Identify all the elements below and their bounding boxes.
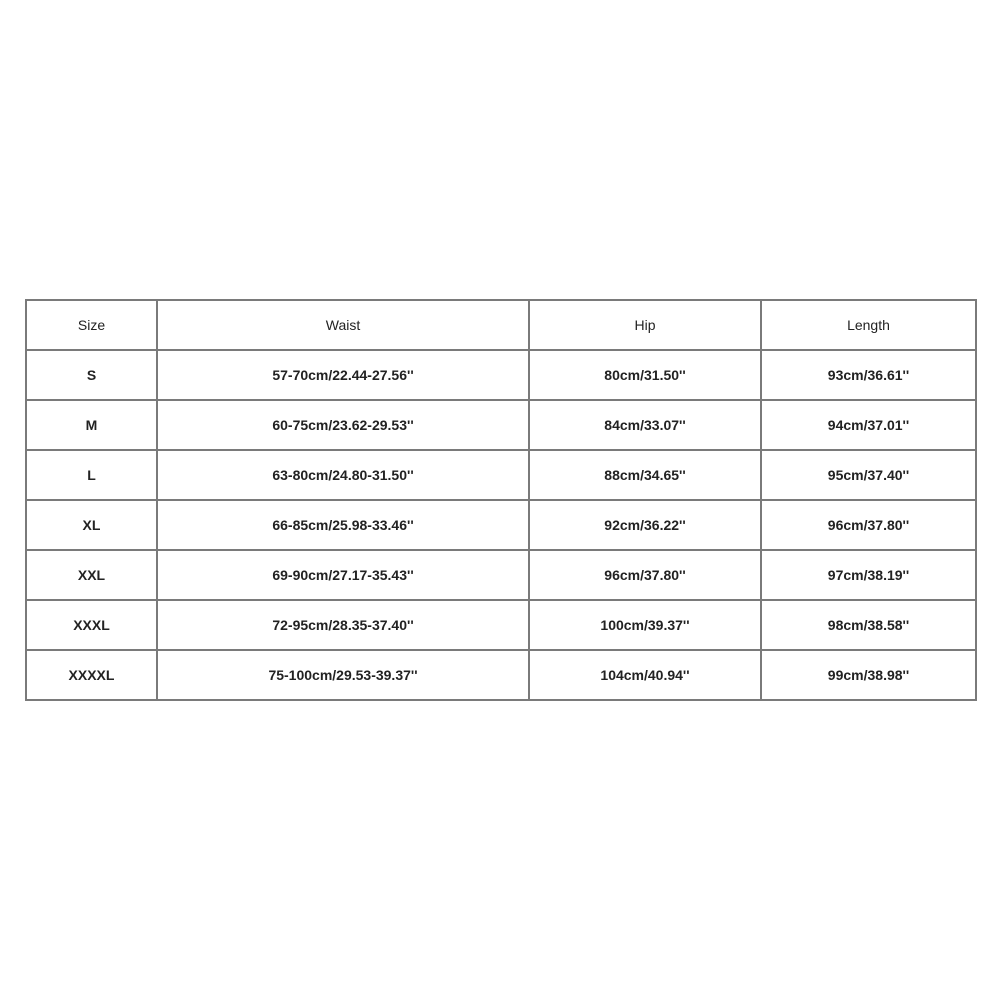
table-row <box>26 350 976 400</box>
table-header-row <box>26 300 976 350</box>
cell-size: XXXL <box>26 600 157 650</box>
cell-length: 99cm/38.98'' <box>761 650 976 700</box>
cell-length: 98cm/38.58'' <box>761 600 976 650</box>
cell-waist: 66-85cm/25.98-33.46'' <box>157 500 529 550</box>
cell-hip: 80cm/31.50'' <box>529 350 761 400</box>
cell-length: 95cm/37.40'' <box>761 450 976 500</box>
cell-hip: 104cm/40.94'' <box>529 650 761 700</box>
cell-size: S <box>26 350 157 400</box>
cell-waist: 57-70cm/22.44-27.56'' <box>157 350 529 400</box>
table-row <box>26 650 976 700</box>
cell-size: M <box>26 400 157 450</box>
cell-length: 97cm/38.19'' <box>761 550 976 600</box>
cell-length: 96cm/37.80'' <box>761 500 976 550</box>
cell-hip: 100cm/39.37'' <box>529 600 761 650</box>
header-length: Length <box>761 300 976 350</box>
cell-waist: 75-100cm/29.53-39.37'' <box>157 650 529 700</box>
size-chart-table <box>25 299 977 701</box>
table-row <box>26 400 976 450</box>
table-row <box>26 500 976 550</box>
header-size: Size <box>26 300 157 350</box>
cell-size: XL <box>26 500 157 550</box>
cell-length: 93cm/36.61'' <box>761 350 976 400</box>
table-row <box>26 450 976 500</box>
cell-size: L <box>26 450 157 500</box>
cell-hip: 96cm/37.80'' <box>529 550 761 600</box>
cell-hip: 84cm/33.07'' <box>529 400 761 450</box>
table-row <box>26 600 976 650</box>
cell-length: 94cm/37.01'' <box>761 400 976 450</box>
cell-waist: 69-90cm/27.17-35.43'' <box>157 550 529 600</box>
cell-size: XXL <box>26 550 157 600</box>
cell-waist: 63-80cm/24.80-31.50'' <box>157 450 529 500</box>
header-waist: Waist <box>157 300 529 350</box>
header-hip: Hip <box>529 300 761 350</box>
cell-waist: 72-95cm/28.35-37.40'' <box>157 600 529 650</box>
table-row <box>26 550 976 600</box>
cell-hip: 92cm/36.22'' <box>529 500 761 550</box>
cell-size: XXXXL <box>26 650 157 700</box>
cell-waist: 60-75cm/23.62-29.53'' <box>157 400 529 450</box>
cell-hip: 88cm/34.65'' <box>529 450 761 500</box>
